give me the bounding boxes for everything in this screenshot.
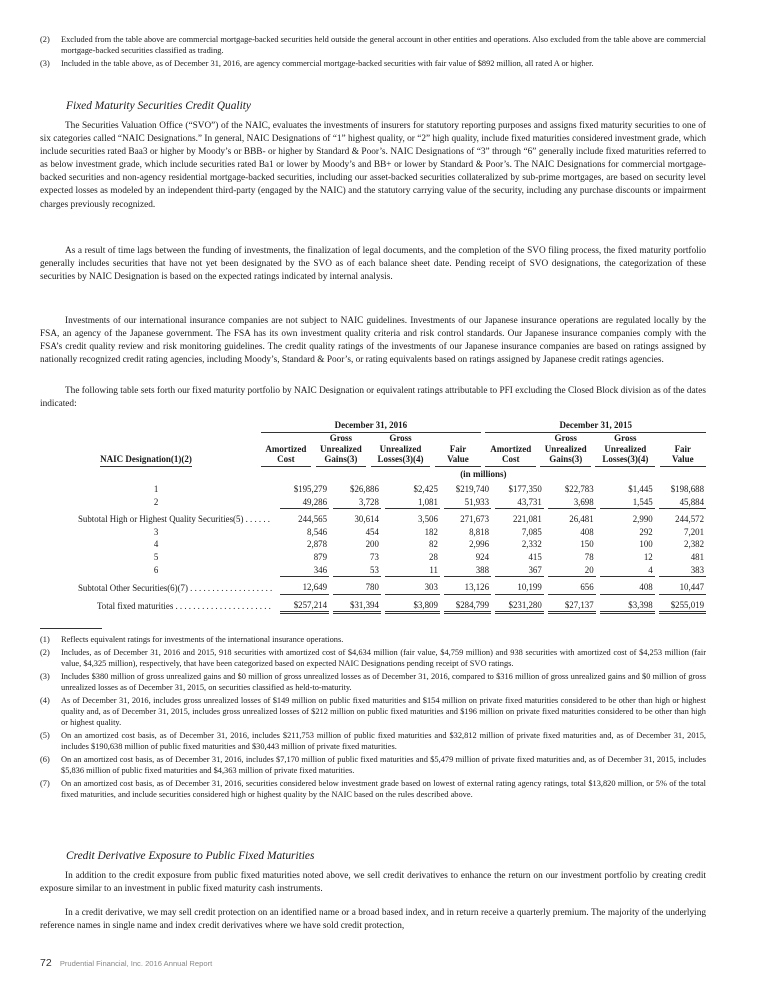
table-row [40,538,706,551]
value-cell: $3,398 [600,595,655,615]
value-cell: 73 [370,551,379,562]
column-header: Amortized Cost [485,433,536,467]
column-header: Gross Unrealized Losses(3)(4) [371,433,431,467]
footnote-text: Excluded from the table above are commercial mortgage-backed securities held outside the general account in other entities and operations. Also excluded from the table above are commercial mortgage-backed securities classified as trading. [61,35,706,56]
value-cell: 924 [475,551,490,562]
value-cell: 100 [639,539,653,550]
table-row [40,483,706,496]
paragraph: As a result of time lags between the funding of investments, the finalization of legal documents, and the completion of the SVO filing process, the fixed maturity portfolio generally includes securities that have not yet been designated by the SVO as of each balance sheet date. Pending receipt of SVO designations, the categorization of these securities by NAIC Designation is based on the expected ratings indicated by internal analysis. [40,246,706,283]
value-cell: $255,019 [659,595,706,615]
value-cell: $1,445 [628,484,653,494]
value-cell: 8,818 [469,526,490,537]
footnote-number: (2) [40,35,50,44]
value-cell: 454 [365,526,379,537]
value-cell: $26,886 [350,484,379,494]
value-cell: $198,688 [670,484,704,494]
value-cell: 10,447 [659,577,706,595]
row-header: NAIC Designation(1)(2) [100,454,192,467]
value-cell: 8,546 [307,526,327,537]
value-cell: 82 [429,539,438,550]
table-row [40,577,706,595]
value-cell: 221,081 [512,514,542,525]
value-cell: $2,425 [413,484,438,494]
value-cell: 383 [659,564,706,578]
value-cell: $257,214 [280,595,329,615]
value-cell: 367 [495,564,544,578]
value-cell: 408 [600,577,655,595]
value-cell: $3,809 [385,595,440,615]
paragraph: In a credit derivative, we may sell credit protection on an identified name or a broad based index, and in return receive a quarterly premium. The majority of the underlying reference names in single name and index credit derivatives where we have sold credit protection, [40,908,706,932]
column-header: Gross Unrealized Gains(3) [540,433,591,467]
table-row [40,526,706,539]
footnote: (4) As of December 31, 2016, includes gross unrealized losses of $149 million on public fixed maturities and $154 million on private fixed maturities considered to be other than high or highest quality and, as of December 31, 2015, includes gross unrealized losses of $212 million on public fixed maturities and $196 million on private fixed maturities considered to be other than high or highest quality. [40,695,706,728]
footnote: (3) Includes $380 million of gross unrealized gains and $0 million of gross unrealized losses as of December 31, 2016, compared to $316 million of gross unrealized gains and $0 million of gross unrealized losses as of December 31, 2015, on securities classified as held-to-maturity. [40,671,706,692]
row-label: 1 [153,484,159,494]
column-header-row [40,433,706,467]
table-row [40,496,706,510]
value-cell: $31,394 [333,595,381,615]
value-cell: 43,731 [495,496,544,510]
table-footnotes [40,634,706,802]
footnote: (2) Includes, as of December 31, 2016 and 2015, 918 securities with amortized cost of $4,634 million (fair value, $4,759 million) and 938 securities with amortized cost of $4,253 million (fair value, $4,325 million), respectively, that have been categorized based on expected NAIC Designations pending receipt of SVO ratings. [40,647,706,668]
value-cell: 1,545 [600,496,655,510]
value-cell: 12 [643,551,653,562]
footnote-number: (3) [40,58,50,68]
row-label: 2 [153,497,159,508]
value-cell: 53 [333,564,381,578]
value-cell: 415 [528,551,542,562]
value-cell: $231,280 [495,595,544,615]
paragraph: The Securities Valuation Office (“SVO”) of the NAIC, evaluates the investments of insurers for statutory reporting purposes and assigns fixed maturity securities to one of six categories called “NAIC Designations.” In general, NAIC Designations of “1” highest quality, or “2” high quality, include fixed maturities considered investment grade, which include securities rated Baa3 or higher by Moody’s or BBB- or higher by Standard & Poor’s. NAIC Designations of “3” through “6” generally include fixed maturities referred to as below investment grade, which include securities rated Ba1 or lower by Moody’s and BB+ or lower by Standard & Poor’s. The NAIC Designations for commercial mortgage-backed securities and non-agency residential mortgage-backed securities, including our asset-backed securities collateralized by sub-prime mortgages, are based on security level expected losses as modeled by an independent third-party (engaged by the NAIC) and the statutory carrying value of the security, including any purchase discounts or impairment charges previously recognized. [40,121,706,210]
row-label: 5 [153,551,159,562]
value-cell: 2,382 [684,539,704,550]
paragraph: The following table sets forth our fixed maturity portfolio by NAIC Designation or equivalent ratings attributable to PFI excluding the Closed Block division as of the dates indicated: [40,386,706,410]
report-title: Prudential Financial, Inc. 2016 Annual Report [59,959,213,968]
footnote-divider [40,628,102,629]
value-cell: 244,565 [298,514,327,525]
value-cell: $219,740 [455,484,490,494]
value-cell: 4 [600,564,655,578]
footnote [40,34,706,57]
footnote-text: Included in the table above, as of December 31, 2016, are agency commercial mortgage-backed securities with fair value of $892 million, all rated A or higher. [61,58,594,68]
value-cell: 346 [280,564,329,578]
value-cell: 3,728 [333,496,381,510]
value-cell: 30,614 [354,514,379,525]
value-cell: $27,137 [548,595,596,615]
value-cell: 303 [385,577,440,595]
units-row [40,467,706,481]
value-cell: 12,649 [280,577,329,595]
value-cell: 20 [548,564,596,578]
row-label: 4 [153,539,159,550]
table-row [40,551,706,564]
column-header: Fair Value [435,433,481,467]
value-cell: 271,673 [460,514,490,525]
value-cell: 879 [313,551,327,562]
period-header-2015: December 31, 2015 [485,420,706,433]
table-row [40,509,706,526]
value-cell: 2,878 [307,539,327,550]
value-cell: 481 [690,551,704,562]
period-header-2016: December 31, 2016 [261,420,481,433]
value-cell: 656 [548,577,596,595]
value-cell: 7,201 [684,526,704,537]
value-cell: 49,286 [280,496,329,510]
row-label: Total fixed maturities . . . . . . . . . . . . . . . . . . . . . . [97,601,271,612]
value-cell: $195,279 [293,484,327,494]
row-label: 6 [153,565,159,576]
value-cell: 78 [584,551,594,562]
footnote [40,58,706,69]
value-cell: 51,933 [444,496,491,510]
value-cell: 150 [580,539,594,550]
value-cell: 28 [429,551,438,562]
value-cell: 200 [365,539,379,550]
table-row [40,595,706,615]
value-cell: 780 [333,577,381,595]
page-footer [40,957,212,969]
value-cell: 3,506 [417,514,438,525]
footnote: (6) On an amortized cost basis, as of December 31, 2016, includes $7,170 million of public fixed maturities and $5,479 million of private fixed maturities and, as of December 31, 2015, includes $5,836 million of public fixed maturities and $4,363 million of private fixed maturities. [40,754,706,776]
table-row [40,564,706,578]
value-cell: 244,572 [675,514,704,525]
value-cell: 13,126 [444,577,491,595]
value-cell: $284,799 [444,595,491,615]
footnote: (5) On an amortized cost basis, as of December 31, 2016, includes $211,753 million of public fixed maturities and $32,812 million of private fixed maturities and, as of December 31, 2015, includes $190,638 million of public fixed maturities and $30,443 million of private fixed maturities. [40,730,706,752]
value-cell: 388 [444,564,491,578]
value-cell: 45,884 [659,496,706,510]
value-cell: 10,199 [495,577,544,595]
value-cell: 2,332 [521,539,542,550]
row-label: 3 [153,526,159,537]
row-label: Subtotal Other Securities(6)(7) . . . . . . . . . . . . . . . . . . . [78,582,273,593]
value-cell: 2,990 [632,514,653,525]
value-cell: 292 [639,526,653,537]
paragraph: In addition to the credit exposure from public fixed maturities noted above, we sell credit derivatives to enhance the return on our investment portfolio by creating credit exposure similar to an investment in public fixed maturity cash instruments. [40,871,706,895]
paragraph: Investments of our international insurance companies are not subject to NAIC guidelines. Investments of our Japanese insurance operations are regulated locally by the FSA, an agency of the Japanese government. The FSA has its own investment quality criteria and risk control standards. Our Japanese insurance companies comply with the FSA’s credit quality review and risk monitoring guidelines. The credit quality ratings of the investments of our Japanese insurance companies are based on ratings assigned by nationally recognized credit rating agencies, including Moody’s, Standard & Poor’s, or rating equivalents based on ratings assigned by Japanese credit ratings agencies. [40,316,706,366]
value-cell: 1,081 [385,496,440,510]
column-header: Gross Unrealized Losses(3)(4) [595,433,655,467]
top-footnotes [40,34,706,71]
column-header: Amortized Cost [261,433,312,467]
value-cell: 2,996 [469,539,490,550]
footnote: (1) Reflects equivalent ratings for investments of the international insurance operations. [40,635,344,644]
column-header: Gross Unrealized Gains(3) [316,433,367,467]
section-heading-credit-quality: Fixed Maturity Securities Credit Quality [66,100,251,112]
value-cell: 7,085 [521,526,542,537]
value-cell: 11 [385,564,440,578]
footnote: (7) On an amortized cost basis, as of December 31, 2016, securities considered below investment grade based on lowest of external rating agency ratings, total $13,820 million, or 5% of the total fixed maturities, and include securities considered high or highest quality by the NAIC based on the rules described above. [40,778,706,800]
value-cell: $177,350 [508,484,542,494]
value-cell: 408 [580,526,594,537]
page-number: 72 [40,957,52,969]
naic-table-body [40,483,706,614]
value-cell: 3,698 [548,496,596,510]
value-cell: $22,783 [564,484,594,494]
row-label: Subtotal High or Highest Quality Securities(5) . . . . . . [78,514,271,525]
period-header-row [40,420,706,433]
section-heading-credit-derivative: Credit Derivative Exposure to Public Fixed Maturities [66,850,315,862]
naic-designation-table [40,420,706,481]
value-cell: 26,481 [569,514,594,525]
column-header: Fair Value [660,433,706,467]
units-label: (in millions) [460,468,507,479]
value-cell: 182 [424,526,438,537]
